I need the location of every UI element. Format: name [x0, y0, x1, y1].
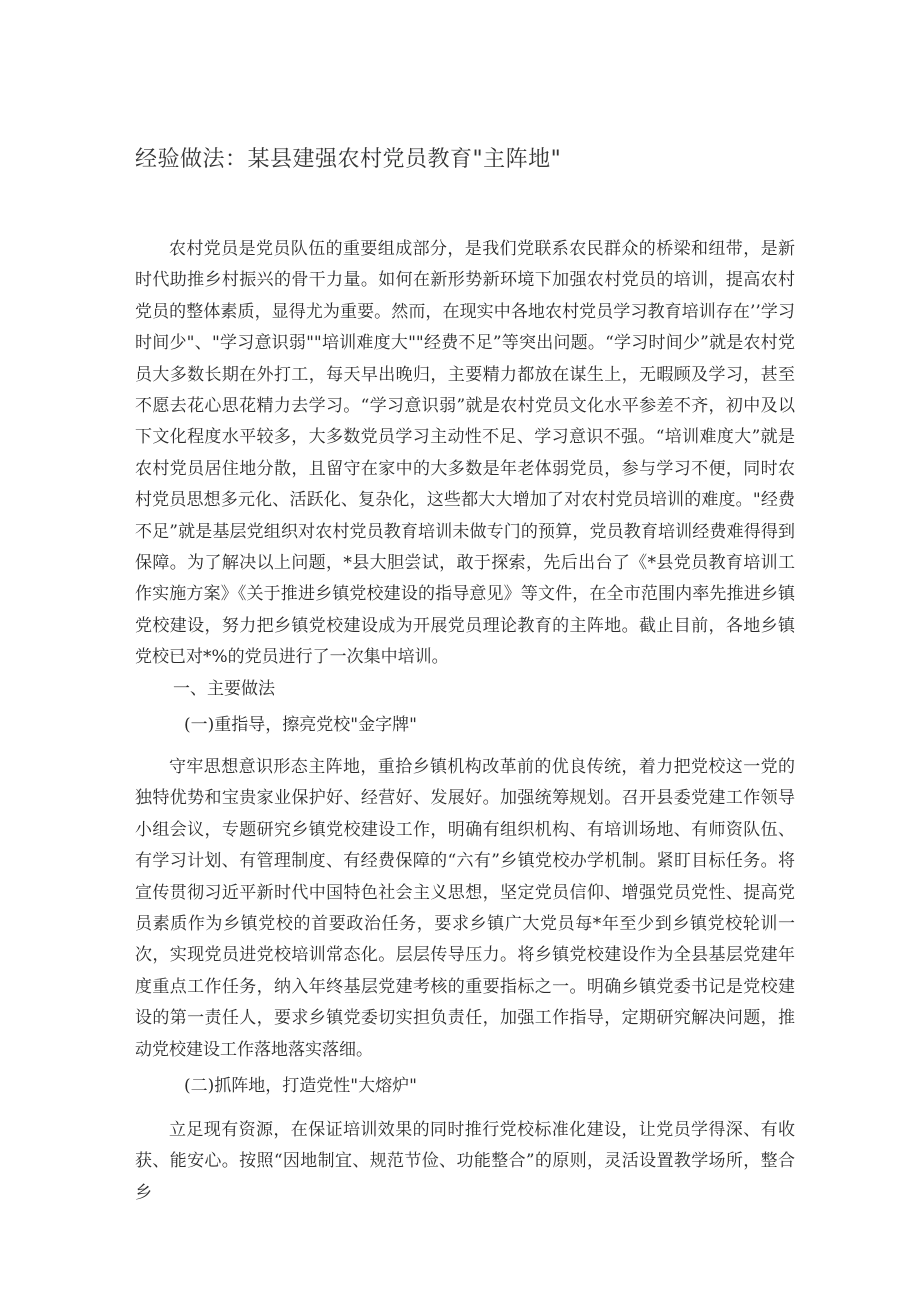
intro-paragraph: 农村党员是党员队伍的重要组成部分，是我们党联系农民群众的桥梁和纽带，是新时代助推乡村振兴的骨干力量。如何在新形势新环境下加强农村党员的培训，提高农村党员的整体素质，显得尤为重要。然而，在现实中各地农村党员学习教育培训存在’’学习时间少"、"学习意识弱""培训难度大""经费不足”等突出问题。“学习时间少”就是农村党员大多数长期在外打工，每天早出晚归，主要精力都放在谋生上，无暇顾及学习，甚至不愿去花心思花精力去学习。“学习意识弱”就是农村党员文化水平参差不齐，初中及以下文化程度水平较多，大多数党员学习主动性不足、学习意识不强。“培训难度大”就是农村党员居住地分散，且留守在家中的大多数是年老体弱党员，参与学习不便，同时农村党员思想多元化、活跃化、复杂化，这些都大大增加了对农村党员培训的难度。"经费不足”就是基层党组织对农村党员教育培训未做专门的预算，党员教育培训经费难得得到保障。为了解决以上问题，*县大胆尝试，敢于探索，先后出台了《*县党员教育培训工作实施方案》《关于推进乡镇党校建设的指导意见》等文件，在全市范围内率先推进乡镇党校建设，努力把乡镇党校建设成为开展党员理论教育的主阵地。截止目前，各地乡镇党校已对*%的党员进行了一次集中培训。 — [135, 239, 795, 668]
position-paragraph-clip — [135, 1115, 795, 1203]
position-paragraph: 立足现有资源，在保证培训效果的同时推行党校标准化建设，让党员学得深、有收获、能安心。按照“因地制宜、规范节俭、功能整合”的原则，灵活设置教学场所，整合乡 — [135, 1120, 795, 1203]
subsection-heading-position: (二)抓阵地，打造党性"大熔炉" — [184, 1076, 417, 1096]
subsection-heading-guidance: (一)重指导，擦亮党校"金字牌" — [184, 715, 417, 735]
guidance-paragraph: 守牢思想意识形态主阵地，重拾乡镇机构改革前的优良传统，着力把党校这一党的独特优势和宝贵家业保护好、经营好、发展好。加强统筹规划。召开县委党建工作领导小组会议，专题研究乡镇党校建设工作，明确有组织机构、有培训场地、有师资队伍、有学习计划、有管理制度、有经费保障的“六有”乡镇党校办学机制。紧盯目标任务。将宣传贯彻习近平新时代中国特色社会主义思想，坚定党员信仰、增强党员党性、提高党员素质作为乡镇党校的首要政治任务，要求乡镇广大党员每*年至少到乡镇党校轮训一次，实现党员进党校培训常态化。层层传导压力。将乡镇党校建设作为全县基层党建年度重点工作任务，纳入年终基层党建考核的重要指标之一。明确乡镇党委书记是党校建设的第一责任人，要求乡镇党委切实担负责任，加强工作指导，定期研究解决问题，推动党校建设工作落地落实落细。 — [135, 757, 795, 1060]
section-heading-main-practices: 一、主要做法 — [173, 679, 275, 699]
document-title: 经验做法：某县建强农村党员教育"主阵地" — [135, 147, 562, 172]
